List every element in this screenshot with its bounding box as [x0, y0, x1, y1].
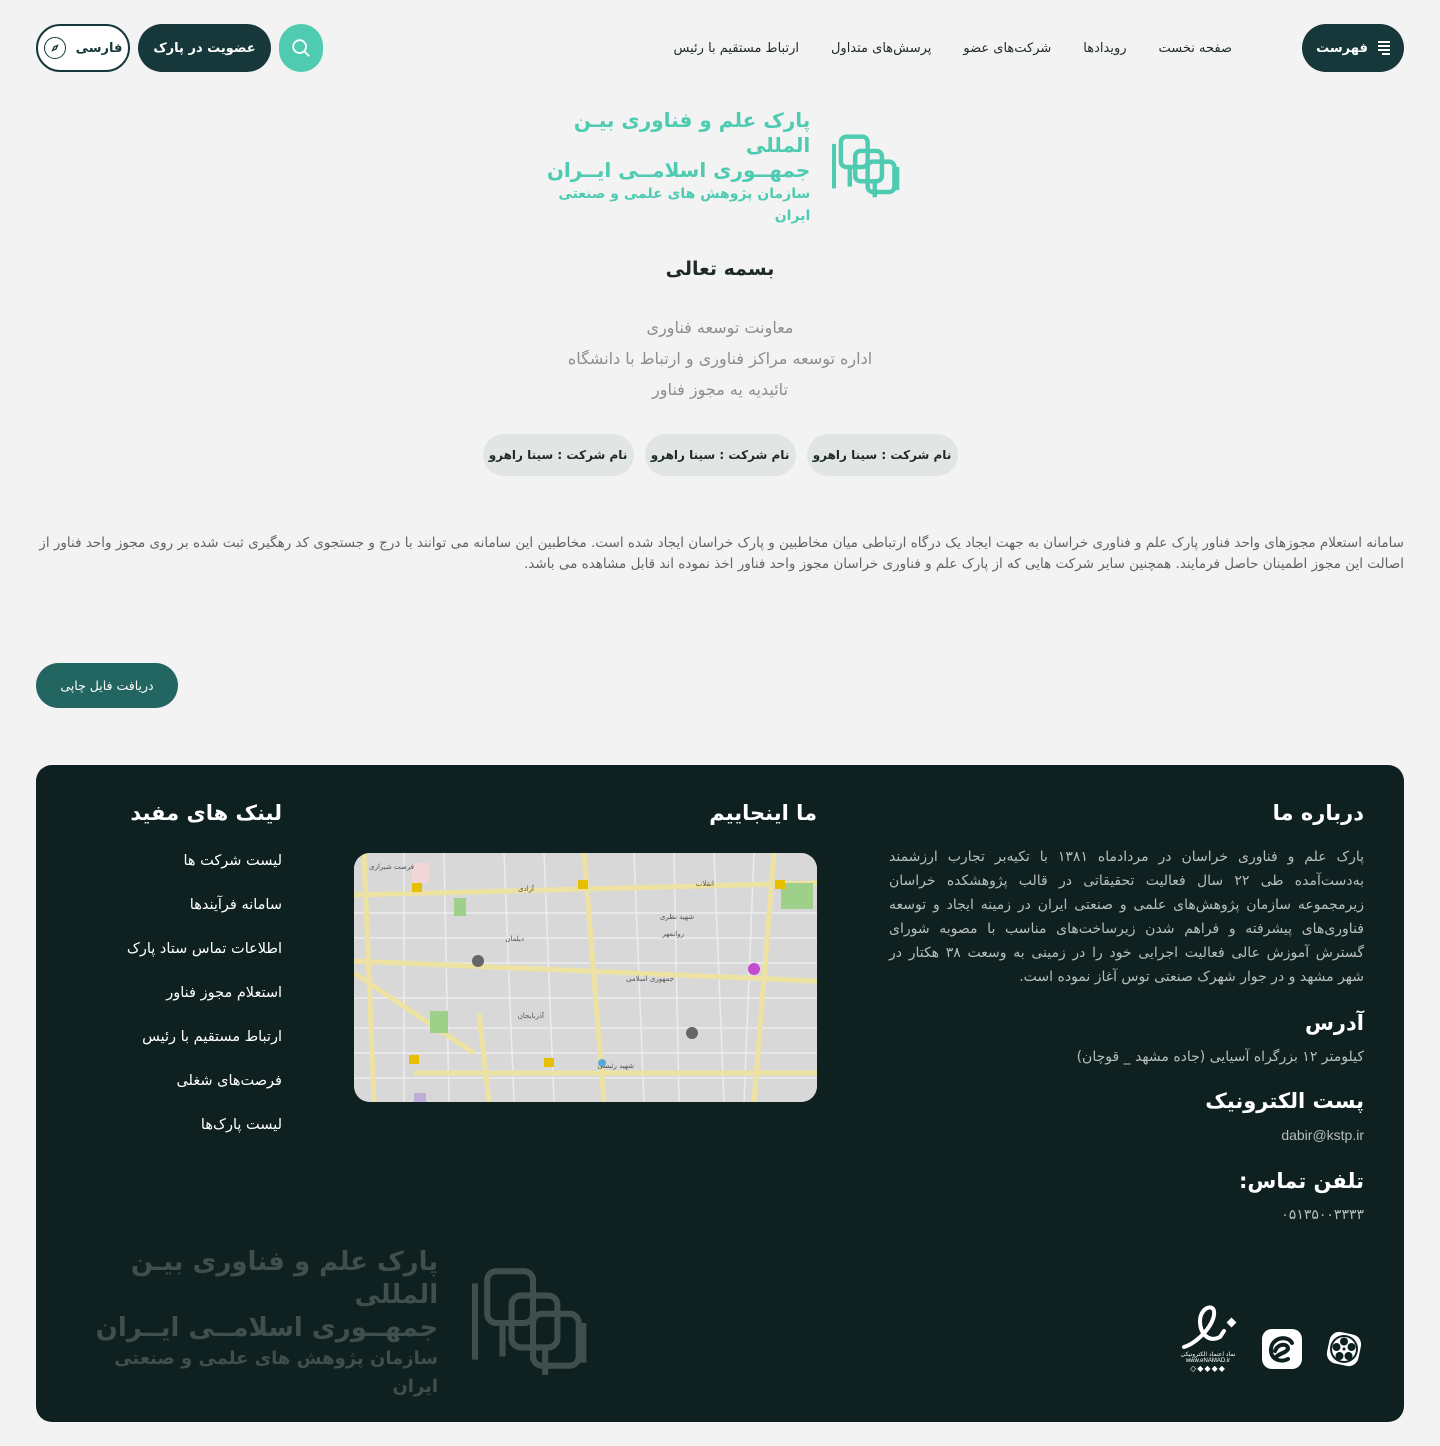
enamad-icon — [1176, 1303, 1240, 1351]
useful-links-list — [76, 847, 282, 1155]
svg-text:انقلاب: انقلاب — [695, 880, 714, 888]
aparat-badge[interactable] — [1324, 1329, 1364, 1373]
logo-line-1: پارک علم و فناوری بیـن المللی — [130, 1246, 439, 1310]
email-link[interactable]: dabir@kstp.ir — [1281, 1127, 1364, 1143]
footer-park-logo — [76, 1246, 588, 1397]
search-icon — [290, 37, 312, 59]
site-footer — [36, 765, 1404, 1422]
subtitle-line-2: اداره توسعه مراکز فناوری و ارتباط با دانشگاه — [567, 349, 873, 368]
download-print-file-button[interactable]: دریافت فایل چاپی — [36, 663, 178, 708]
company-name-chip: نام شرکت : سینا راهرو — [483, 434, 634, 476]
company-name-chip: نام شرکت : سینا راهرو — [807, 434, 958, 476]
svg-text:فرصت شیرازی: فرصت شیرازی — [369, 863, 414, 871]
menu-button[interactable] — [1302, 24, 1404, 72]
nav-member-companies[interactable]: شرکت‌های عضو — [963, 40, 1052, 56]
eitaa-icon — [1262, 1329, 1302, 1369]
link-contact-president[interactable]: ارتباط مستقیم با رئیس — [142, 1029, 282, 1045]
trust-badges — [1176, 1303, 1364, 1373]
link-processes-system[interactable]: سامانه فرآیندها — [189, 897, 282, 913]
svg-text:شهید نظری: شهید نظری — [659, 913, 694, 921]
compass-icon — [44, 37, 66, 59]
map-title: ما اینجاییم — [709, 801, 817, 825]
company-name-chip: نام شرکت : سینا راهرو — [645, 434, 796, 476]
logo-line-1: پارک علم و فناوری بیـن المللی — [573, 107, 811, 157]
subtitle-line-3: تائیدیه یه مجوز فناور — [651, 380, 789, 399]
enamad-caption: نماد اعتماد الکترونیکی — [1180, 1351, 1236, 1358]
logo-line-3: سازمان پژوهش های علمی و صنعتی ایران — [114, 1347, 439, 1397]
site-header — [36, 24, 1404, 72]
footer-logo-text — [76, 1246, 438, 1401]
park-logo — [536, 107, 900, 224]
email-title: پست الکترونیک — [1205, 1089, 1364, 1113]
svg-text:آذربایجان: آذربایجان — [517, 1012, 544, 1020]
park-logo-mark-icon — [832, 131, 900, 203]
language-button[interactable] — [36, 24, 130, 72]
nav-home[interactable]: صفحه نخست — [1158, 40, 1232, 56]
svg-text:روانمهر: روانمهر — [662, 930, 684, 938]
address-title: آدرس — [1304, 1011, 1364, 1035]
eitaa-badge[interactable] — [1262, 1329, 1302, 1373]
svg-text:جمهوری اسلامی: جمهوری اسلامی — [626, 975, 674, 983]
nav-contact-president[interactable]: ارتباط مستقیم با رئیس — [673, 40, 799, 56]
link-companies-list[interactable]: لیست شرکت ها — [183, 853, 282, 869]
logo-line-2: جمهــوری اسلامــی ایــران — [95, 1312, 439, 1343]
useful-links-title: لینک های مفید — [130, 801, 282, 825]
header-actions — [36, 24, 323, 72]
subtitle-line-1: معاونت توسعه فناوری — [646, 318, 794, 337]
location-map[interactable] — [354, 853, 817, 1102]
header-right — [674, 24, 1404, 72]
company-info-chips — [0, 434, 1440, 476]
svg-text:شهید رئیسی: شهید رئیسی — [597, 1062, 634, 1070]
park-logo-mark-icon — [472, 1263, 588, 1383]
menu-label: فهرست — [1316, 40, 1368, 56]
phone-number[interactable]: ۰۵۱۳۵۰۰۳۳۳۳ — [1281, 1207, 1364, 1223]
svg-text:آزادی: آزادی — [518, 885, 534, 893]
certificate-header-lines — [0, 312, 1440, 405]
link-parks-list[interactable]: لیست پارک‌ها — [200, 1117, 282, 1133]
language-label: فارسی — [75, 40, 123, 56]
link-license-inquiry[interactable]: استعلام مجوز فناور — [166, 985, 282, 1001]
footer-about — [889, 801, 1364, 1223]
footer-map — [354, 801, 817, 1102]
logo-line-2: جمهــوری اسلامــی ایــران — [546, 157, 811, 182]
aparat-icon — [1324, 1329, 1364, 1369]
system-description: سامانه استعلام مجوزهای واحد فناور پارک علم و فناوری خراسان به جهت ایجاد یک درگاه ارتباطی میان مخاطبین و پارک خراسان ایجاد شده است. مخاطبین این سامانه می توانند با درج و جستجوی کد رهگیری ثبت شده بر روی مجوز واحد فناور از اصالت این مجوز اطمینان حاصل فرمایند. همچنین سایر شرکت هایی که از پارک علم و فناوری خراسان مجوز واحد فناور اخذ نموده اند قابل مشاهده می باشد. — [39, 535, 1404, 572]
page-title: بسمه تعالی — [665, 258, 775, 280]
about-text: پارک علم و فناوری خراسان در مردادماه ۱۳۸۱ با تکیه‌بر تجارب ارزشمند به‌دست‌آمده طی ۲۲ سال فعالیت تحقیقاتی در قالب پژوهشکده خراسان زیرمجموعه سازمان پژوهش‌های علمی و صنعتی ایران در زمینه ایجاد و توسعه فناوری‌های پیشرفته و فراهم شدن زیرساخت‌های مناسب با مصوبه شورای گسترش آموزش عالی فعالیت اجرایی خود را در زمینی به وسعت ۳۸ هکتار در شهر مشهد و در جوار شهرک صنعتی توس آغاز نموده است. — [889, 849, 1365, 985]
search-button[interactable] — [279, 24, 323, 72]
address-text: کیلومتر ۱۲ بزرگراه آسیایی (جاده مشهد _ قوچان) — [1076, 1049, 1364, 1065]
enamad-stars-icon: ◆◆◆◆◇ — [1190, 1364, 1226, 1373]
link-job-opportunities[interactable]: فرصت‌های شغلی — [176, 1073, 282, 1089]
main-nav — [674, 41, 1232, 56]
footer-links — [76, 801, 282, 1155]
enamad-badge[interactable] — [1176, 1303, 1240, 1373]
enamad-url: www.eNAMAD.ir — [1185, 1358, 1231, 1364]
nav-faq[interactable]: پرسش‌های متداول — [830, 40, 932, 56]
logo-line-3: سازمان پژوهش های علمی و صنعتی ایران — [558, 185, 811, 224]
nav-events[interactable]: رویدادها — [1083, 40, 1127, 56]
menu-icon — [1378, 41, 1390, 55]
link-hq-contact-info[interactable]: اطلاعات تماس ستاد پارک — [126, 941, 282, 957]
join-park-button[interactable]: عضویت در پارک — [138, 24, 271, 72]
map-graphic — [354, 853, 817, 1102]
about-title: درباره ما — [1272, 801, 1364, 825]
park-logo-text — [536, 108, 810, 227]
phone-title: تلفن تماس: — [1238, 1169, 1364, 1193]
svg-text:دیلمان: دیلمان — [505, 935, 524, 943]
